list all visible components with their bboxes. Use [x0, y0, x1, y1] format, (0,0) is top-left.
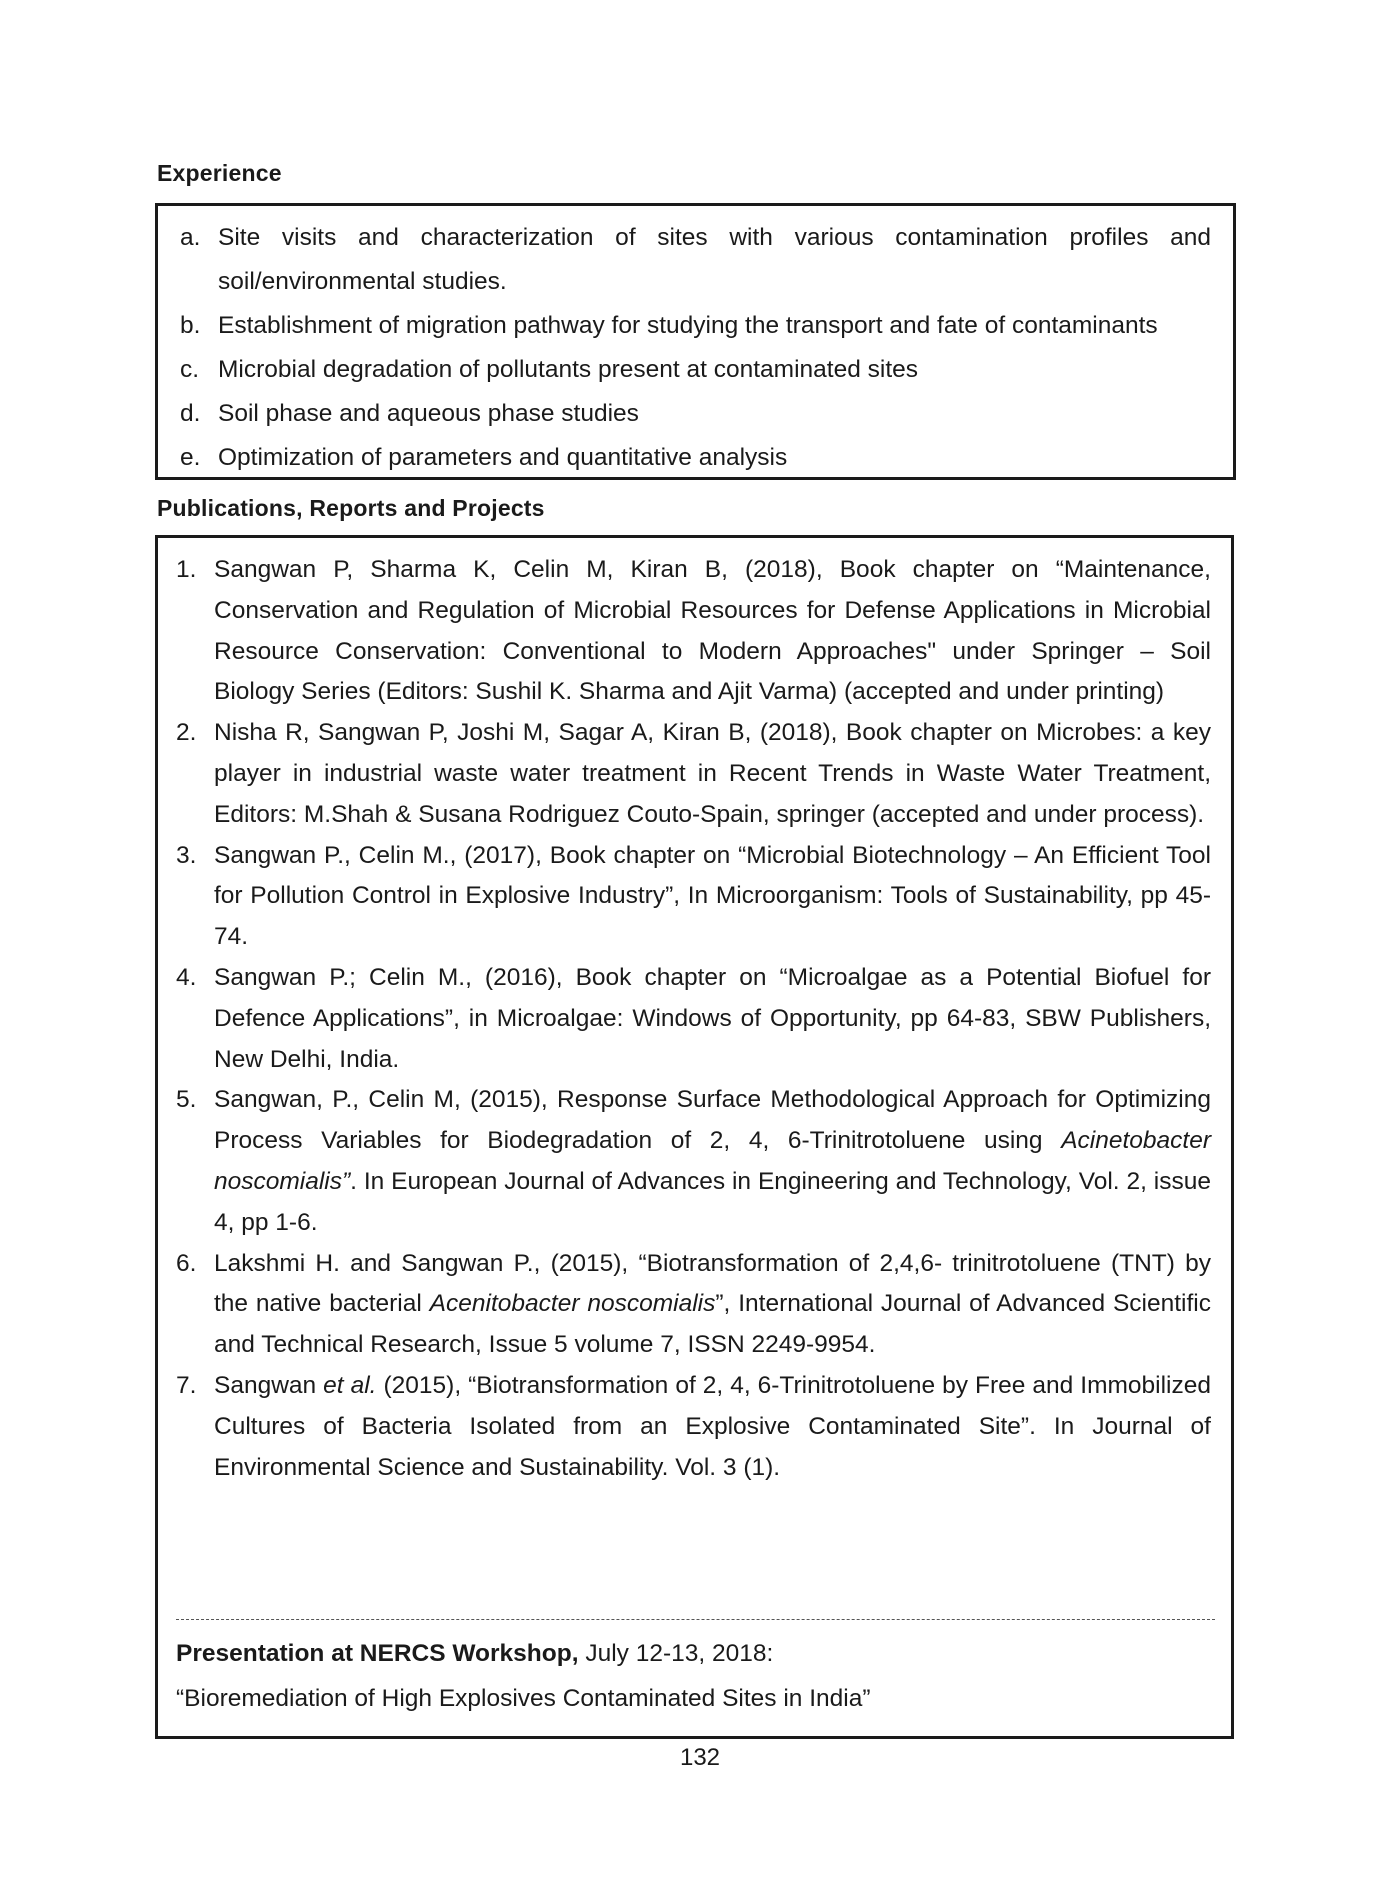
item-marker: e.: [180, 444, 201, 471]
item-marker: d.: [180, 400, 201, 427]
publication-text: Sangwan, P., Celin M, (2015), Response Surface Methodological Approach for Optimizing Process Variables for Biodegradation of 2, 4, 6-Trinitrotoluene using: [214, 1086, 1211, 1155]
presentation-block: [176, 1631, 1215, 1721]
publication-text: Sangwan P, Sharma K, Celin M, Kiran B, (2018), Book chapter on “Maintenance, Conservation and Regulation of Microbial Resources for Defense Applications in Microbial Resource Conservation: Conventional to Modern Approaches" under Springer – Soil Biology Series (Editors: Sushil K. Sharma and Ajit Varma) (accepted and under printing): [214, 556, 1211, 706]
publications-list: [176, 550, 1211, 1488]
item-marker: 7.: [176, 1371, 197, 1399]
experience-list: [180, 216, 1211, 480]
publication-item: [176, 1244, 1211, 1366]
item-marker: 3.: [176, 841, 197, 869]
publications-box: [155, 535, 1234, 1739]
species-name: Acinetobacter noscomialis”: [214, 1127, 1211, 1195]
item-text: Establishment of migration pathway for studying the transport and fate of contaminants: [218, 312, 1158, 339]
publication-item: [176, 1080, 1211, 1243]
publication-text-tail: (2015), “Biotransformation of 2, 4, 6-Trinitrotoluene by Free and Immobilized Cultures of Bacteria Isolated from an Explosive Contaminated Site”. In Journal of Environmental Science and Sustainability. Vol. 3 (1).: [214, 1371, 1211, 1481]
experience-heading: Experience: [157, 160, 282, 186]
item-text: Optimization of parameters and quantitative analysis: [218, 444, 788, 471]
item-marker: 4.: [176, 963, 197, 991]
publication-item: [176, 1366, 1211, 1488]
item-marker: c.: [180, 356, 200, 383]
item-marker: b.: [180, 312, 201, 339]
experience-item: [180, 216, 1211, 304]
experience-item: [180, 304, 1211, 348]
experience-box: [155, 203, 1236, 480]
publication-text-tail: ”, International Journal of Advanced Scientific and Technical Research, Issue 5 volume 7, ISSN 2249-9954.: [214, 1290, 1211, 1359]
experience-item: [180, 348, 1211, 392]
presentation-label: Presentation at NERCS Workshop,: [176, 1640, 579, 1667]
page-number: 132: [679, 1744, 721, 1771]
publication-item: [176, 958, 1211, 1080]
item-marker: 6.: [176, 1249, 197, 1277]
item-text: Soil phase and aqueous phase studies: [218, 400, 639, 427]
experience-item: [180, 392, 1211, 436]
publications-heading: Publications, Reports and Projects: [157, 495, 545, 521]
species-name: Acenitobacter noscomialis: [429, 1290, 716, 1318]
publication-text: Lakshmi H. and Sangwan P., (2015), “Biotransformation of 2,4,6- trinitrotoluene (TNT) by the native bacterial: [214, 1249, 1211, 1318]
item-marker: 2.: [176, 719, 197, 747]
separator-line: [176, 1619, 1215, 1620]
et-al: et al.: [323, 1371, 377, 1399]
publication-text: Nisha R, Sangwan P, Joshi M, Sagar A, Kiran B, (2018), Book chapter on Microbes: a key player in industrial waste water treatment in Recent Trends in Waste Water Treatment, Editors: M.Shah & Susana Rodriguez Couto-Spain, springer (accepted and under process).: [214, 719, 1211, 828]
publication-text: Sangwan P.; Celin M., (2016), Book chapter on “Microalgae as a Potential Biofuel for Defence Applications”, in Microalgae: Windows of Opportunity, pp 64-83, SBW Publishers, New Delhi, India.: [214, 963, 1211, 1073]
item-marker: 1.: [176, 556, 197, 583]
publication-text: Sangwan P., Celin M., (2017), Book chapter on “Microbial Biotechnology – An Efficient Tool for Pollution Control in Explosive Industry”, In Microorganism: Tools of Sustainability, pp 45-74.: [214, 841, 1211, 951]
item-marker: 5.: [176, 1086, 197, 1114]
item-marker: a.: [180, 224, 201, 251]
presentation-title: “Bioremediation of High Explosives Contaminated Sites in India”: [176, 1685, 871, 1712]
presentation-date: July 12-13, 2018:: [578, 1640, 774, 1667]
experience-item: [180, 436, 1211, 480]
item-text: Microbial degradation of pollutants present at contaminated sites: [218, 356, 919, 383]
presentation-line: [176, 1631, 1215, 1676]
publication-item: [176, 713, 1211, 835]
publication-item: [176, 550, 1211, 713]
publication-text: Sangwan: [214, 1371, 324, 1399]
publication-item: [176, 836, 1211, 958]
publication-text-tail: . In European Journal of Advances in Engineering and Technology, Vol. 2, issue 4, pp 1-6.: [214, 1167, 1211, 1236]
item-text: Site visits and characterization of sites with various contamination profiles and soil/environmental studies.: [218, 224, 1211, 295]
